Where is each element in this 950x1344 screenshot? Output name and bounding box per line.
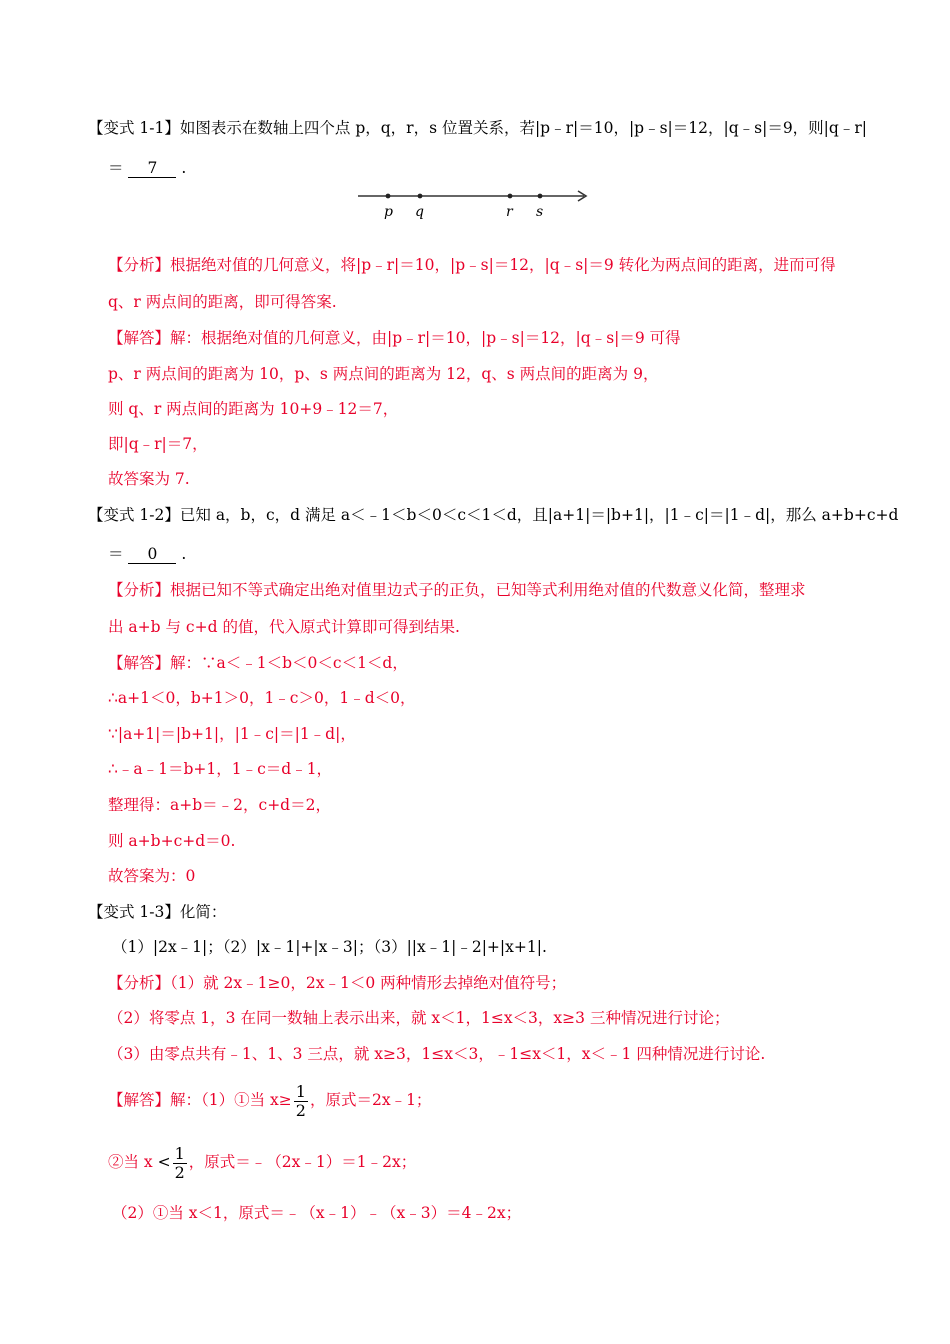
v11-analysis-line1: 【分析】根据绝对值的几何意义，将|p﹣r|＝10，|p﹣s|＝12，|q﹣s|＝9 转化为两点间的距离，进而可得 [108,256,836,274]
fraction-denominator: 2 [295,1100,306,1120]
fraction-one-half [294,1083,308,1120]
v11-solution-line5: 故答案为 7. [108,470,190,488]
v13-analysis-line2: （2）将零点 1，3 在同一数轴上表示出来，就 x＜1，1≤x＜3，x≥3 三种情况进行讨论； [108,1009,730,1027]
v13-sol2-prefix: ②当 x [108,1153,153,1171]
v13-sol1-suffix: ，原式＝2x﹣1； [309,1091,432,1109]
v12-answer-blank: 0 [128,545,176,564]
fraction-denominator-2: 2 [174,1162,185,1182]
fraction-numerator-2: 1 [174,1143,185,1163]
label-r: r [506,204,513,220]
v13-analysis-line1: 【分析】（1）就 2x﹣1≥0，2x﹣1＜0 两种情形去掉绝对值符号； [108,974,567,992]
v12-analysis-line2: 出 a+b 与 c+d 的值，代入原式计算即可得到结果. [108,618,460,636]
less-than-sign: < [157,1153,171,1171]
point-r [508,194,513,199]
v11-solution-line4: 即|q﹣r|＝7， [108,435,208,453]
v13-solution-line3: （2）①当 x＜1，原式＝﹣（x﹣1）﹣（x﹣3）＝4﹣2x； [112,1204,522,1222]
label-q: q [415,204,424,220]
v11-solution-line2: p、r 两点间的距离为 10，p、s 两点间的距离为 12，q、s 两点间的距离为 9， [108,365,659,383]
v11-question-line1: 【变式 1-1】如图表示在数轴上四个点 p，q，r，s 位置关系，若|p﹣r|＝10，|p﹣s|＝12，|q﹣s|＝9，则|q﹣r| [88,119,867,137]
v13-analysis-line3: （3）由零点共有﹣1、1、3 三点，就 x≥3，1≤x＜3，﹣1≤x＜1，x＜﹣1 四种情况进行讨论. [108,1045,766,1063]
v13-solution-line1 [108,1080,431,1120]
v13-question-line1: 【变式 1-3】化简： [88,903,227,921]
v13-solution-line2 [108,1142,416,1182]
v13-sol1-prefix: 【解答】解：（1）①当 x≥ [108,1091,292,1109]
v12-solution-line5: 整理得：a+b＝﹣2，c+d＝2， [108,796,331,814]
label-p: p [384,204,393,220]
v12-question-line2 [108,544,186,564]
v11-answer-blank: 7 [128,159,176,178]
v12-solution-line4: ∴﹣a﹣1＝b+1，1﹣c＝d﹣1， [108,760,333,778]
fraction-one-half-2 [173,1145,187,1182]
v11-solution-line3: 则 q、r 两点间的距离为 10+9﹣12＝7， [108,400,399,418]
v13-sol2-suffix: ，原式＝﹣（2x﹣1）＝1﹣2x； [188,1153,417,1171]
v12-equals: ＝ [108,545,124,563]
v12-solution-line3: ∵|a+1|＝|b+1|，|1﹣c|＝|1﹣d|， [108,725,356,743]
number-line-figure [356,186,596,222]
point-q [418,194,423,199]
v11-solution-line1: 【解答】解：根据绝对值的几何意义，由|p﹣r|＝10，|p﹣s|＝12，|q﹣s|＝9 可得 [108,329,681,347]
v11-question-line2 [108,158,186,178]
point-s [538,194,543,199]
v11-period: . [181,159,187,177]
v11-equals: ＝ [108,159,124,177]
v12-question-line1: 【变式 1-2】已知 a，b，c，d 满足 a＜﹣1＜b＜0＜c＜1＜d，且|a+1|＝|b+1|，|1﹣c|＝|1﹣d|，那么 a+b+c+d [88,506,899,524]
label-s: s [536,204,544,220]
fraction-numerator: 1 [295,1081,306,1101]
v12-solution-line7: 故答案为：0 [108,867,196,885]
v12-solution-line6: 则 a+b+c+d＝0. [108,832,236,850]
v11-analysis-line2: q、r 两点间的距离，即可得答案. [108,293,337,311]
v12-solution-line1: 【解答】解：∵a＜﹣1＜b＜0＜c＜1＜d， [108,654,408,672]
v12-solution-line2: ∴a+1＜0，b+1＞0，1﹣c＞0，1﹣d＜0， [108,689,416,707]
point-p [386,194,391,199]
v12-period: . [181,545,187,563]
v13-question-line2: （1）|2x﹣1|；（2）|x﹣1|+|x﹣3|；（3）||x﹣1|﹣2|+|x+1|. [112,938,547,956]
v12-analysis-line1: 【分析】根据已知不等式确定出绝对值里边式子的正负，已知等式利用绝对值的代数意义化简，整理求 [108,581,806,599]
